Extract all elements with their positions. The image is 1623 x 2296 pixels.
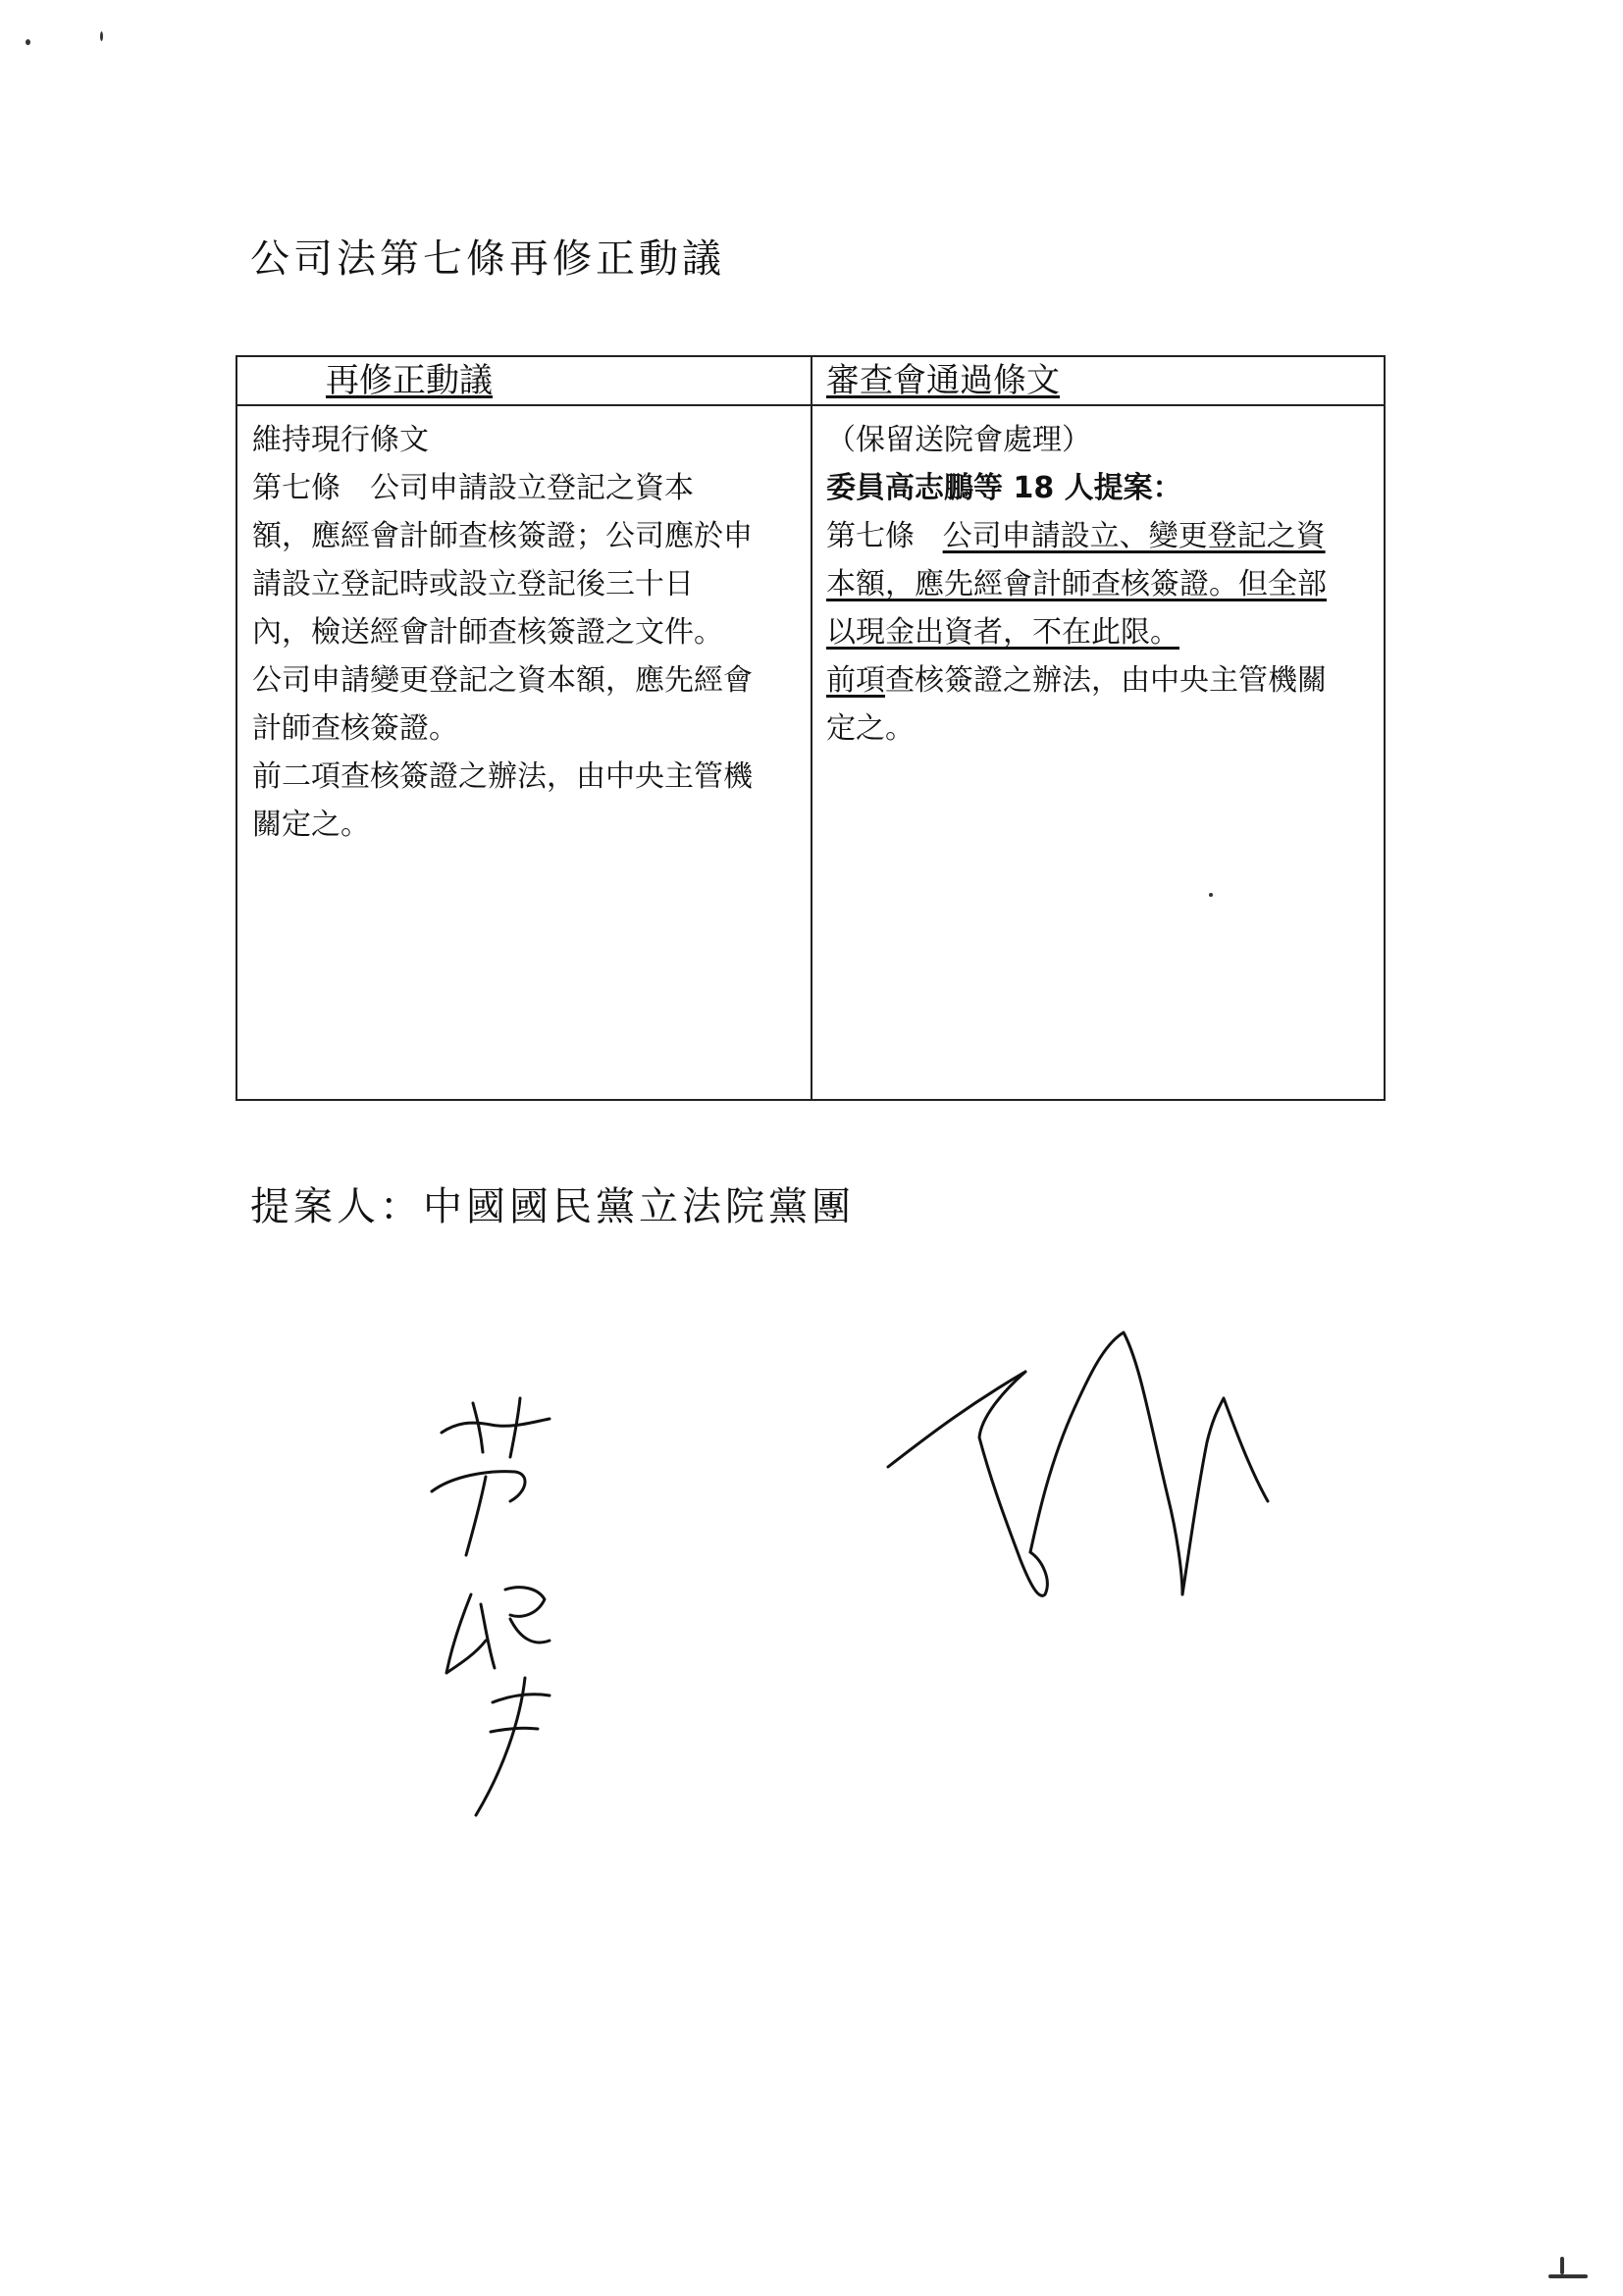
paragraph-2-underlined: 前項 <box>826 663 885 698</box>
scan-speck <box>1548 2274 1588 2278</box>
article-line-2: 本額，應先經會計師查核簽證。但全部 <box>826 567 1327 601</box>
header-committee-text: 審查會通過條文 <box>826 361 1060 400</box>
article-label: 第七條 <box>826 519 915 553</box>
article-line-3: 以現金出資者，不在此限。 <box>826 615 1179 650</box>
article-text: 公司申請設立、變更登記之資 <box>942 519 1326 553</box>
left-line: 第七條 公司申請設立登記之資本 <box>252 471 694 505</box>
scan-speck <box>1209 893 1213 897</box>
column-divider <box>811 357 812 1099</box>
left-line: 公司申請變更登記之資本額，應先經會 <box>252 663 753 698</box>
paragraph-2-text: 查核簽證之辦法，由中央主管機關 <box>885 663 1327 698</box>
signature-right <box>883 1325 1276 1609</box>
article-line-1 <box>826 512 1376 560</box>
page-title: 公司法第七條再修正動議 <box>250 236 725 282</box>
left-line: 前二項查核簽證之辦法，由中央主管機 <box>252 759 753 794</box>
signature-left <box>412 1383 589 1825</box>
left-heading: 維持現行條文 <box>252 423 429 457</box>
header-revised-motion: 再修正動議 <box>326 361 493 400</box>
left-line: 關定之。 <box>252 808 370 842</box>
left-line: 請設立登記時或設立登記後三十日 <box>252 567 694 601</box>
scan-speck <box>1560 2257 1564 2274</box>
scan-speck <box>100 31 103 41</box>
scan-speck <box>26 39 30 45</box>
committee-text-cell <box>826 416 1376 753</box>
paragraph-2-line-2: 定之。 <box>826 711 915 746</box>
left-line: 計師查核簽證。 <box>252 711 458 746</box>
comparison-table <box>236 355 1386 1101</box>
left-line: 額，應經會計師查核簽證；公司應於申 <box>252 519 753 553</box>
proposer-line: 委員高志鵬等 18 人提案： <box>826 471 1182 505</box>
table-header-row <box>237 357 1384 406</box>
proposer-statement: 提案人：中國國民黨立法院黨團 <box>250 1184 855 1229</box>
revised-motion-cell <box>252 416 802 849</box>
left-line: 內，檢送經會計師查核簽證之文件。 <box>252 615 723 650</box>
paragraph-2-line-1 <box>826 656 1376 704</box>
reservation-note: （保留送院會處理） <box>826 423 1091 457</box>
